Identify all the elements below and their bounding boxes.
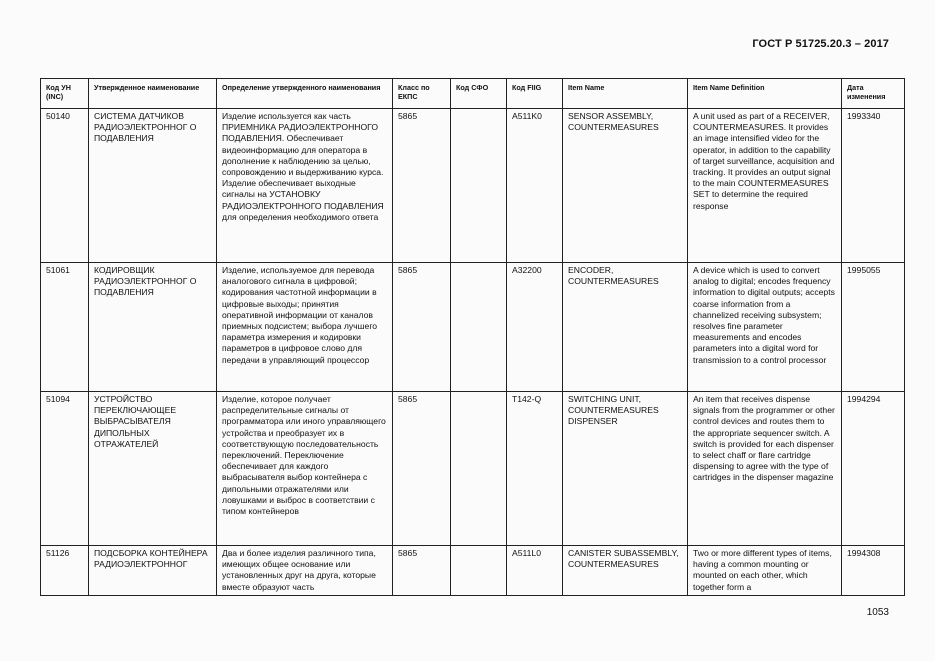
item-name-table (40, 78, 905, 596)
cell-item-name: ENCODER, COUNTERMEASURES (563, 263, 688, 392)
cell-class: 5865 (393, 263, 451, 392)
cell-date: 1995055 (842, 263, 905, 392)
cell-item-name: SWITCHING UNIT, COUNTERMEASURES DISPENSER (563, 392, 688, 546)
col-header-approved-name: Утвержденное наименование (89, 79, 217, 109)
cell-fiig: A511K0 (507, 109, 563, 263)
cell-date: 1994294 (842, 392, 905, 546)
col-header-sfo: Код СФО (451, 79, 507, 109)
cell-inc: 51061 (41, 263, 89, 392)
cell-fiig: T142-Q (507, 392, 563, 546)
cell-definition: Два и более изделия различного типа, имеющих общее основание или установленных друг на друга, которые вместе образуют часть (217, 546, 393, 596)
cell-item-name: CANISTER SUBASSEMBLY, COUNTERMEASURES (563, 546, 688, 596)
cell-definition: Изделие, используемое для перевода аналогового сигнала в цифровой; кодирования частотной информации в цифровые выходы; принятия оперативной информации от каналов приемных подсистем; выбора лучшего параметра измерения и кодировки параметров в цифровое слово для передачи в управляющий процессор (217, 263, 393, 392)
cell-date: 1994308 (842, 546, 905, 596)
cell-item-definition: Two or more different types of items, having a common mounting or mounted on each other, which together form a (688, 546, 842, 596)
col-header-definition: Определение утвержденного наименования (217, 79, 393, 109)
table-row (41, 263, 905, 392)
table-row (41, 546, 905, 596)
cell-sfo (451, 263, 507, 392)
col-header-fiig: Код FIIG (507, 79, 563, 109)
cell-inc: 51094 (41, 392, 89, 546)
col-header-class: Класс по ЕКПС (393, 79, 451, 109)
cell-approved-name: СИСТЕМА ДАТЧИКОВ РАДИОЭЛЕКТРОННОГ О ПОДАВЛЕНИЯ (89, 109, 217, 263)
table-row (41, 392, 905, 546)
cell-item-definition: An item that receives dispense signals from the programmer or other control devices and routes them to the appropriate sequencer switch. A switch is provided for each dispenser to select chaff or flare cartridge dispensing to agree with the type of cartridges in the dispenser magazine (688, 392, 842, 546)
col-header-item-name: Item Name (563, 79, 688, 109)
table-row (41, 109, 905, 263)
cell-class: 5865 (393, 109, 451, 263)
col-header-item-definition: Item Name Definition (688, 79, 842, 109)
cell-fiig: A511L0 (507, 546, 563, 596)
cell-inc: 50140 (41, 109, 89, 263)
cell-definition: Изделие, которое получает распределительные сигналы от программатора или иного управляющего устройства и преобразует их в соответствующую последовательность переключений. Переключение обеспечивает для каждого выбрасывателя выбор контейнера с дипольными отражателями или ловушками и выброс в соответствии с типом контейнеров (217, 392, 393, 546)
cell-sfo (451, 546, 507, 596)
cell-date: 1993340 (842, 109, 905, 263)
cell-approved-name: УСТРОЙСТВО ПЕРЕКЛЮЧАЮЩЕЕ ВЫБРАСЫВАТЕЛЯ ДИПОЛЬНЫХ ОТРАЖАТЕЛЕЙ (89, 392, 217, 546)
cell-class: 5865 (393, 546, 451, 596)
standard-designation: ГОСТ Р 51725.20.3 – 2017 (752, 38, 889, 50)
cell-item-definition: A device which is used to convert analog to digital; encodes frequency information to digital outputs; accepts coarse information from a channelized receiving subsystem; resolves fine parameter measurements and encodes parameters into a digital word for transmission to a control processor (688, 263, 842, 392)
cell-inc: 51126 (41, 546, 89, 596)
col-header-inc: Код УН (INC) (41, 79, 89, 109)
cell-sfo (451, 109, 507, 263)
cell-sfo (451, 392, 507, 546)
cell-class: 5865 (393, 392, 451, 546)
cell-definition: Изделие используется как часть ПРИЕМНИКА РАДИОЭЛЕКТРОННОГО ПОДАВЛЕНИЯ. Обеспечивает видеоинформацию для оператора в дополнение к наблюдению за целью, сопровождению и выдерживанию курса. Изделие обеспечивает выходные сигналы на УСТАНОВКУ РАДИОЭЛЕКТРОННОГО ПОДАВЛЕНИЯ для определения необходимого ответа (217, 109, 393, 263)
page-number: 1053 (866, 607, 889, 618)
cell-approved-name: КОДИРОВЩИК РАДИОЭЛЕКТРОННОГ О ПОДАВЛЕНИЯ (89, 263, 217, 392)
col-header-date: Дата изменения (842, 79, 905, 109)
cell-item-definition: A unit used as part of a RECEIVER, COUNTERMEASURES. It provides an image intensified video for the operator, in addition to the capability of target surveillance, acquisition and tracking. It provides an output signal to the main COUNTERMEASURES SET to determine the required response (688, 109, 842, 263)
cell-item-name: SENSOR ASSEMBLY, COUNTERMEASURES (563, 109, 688, 263)
cell-approved-name: ПОДСБОРКА КОНТЕЙНЕРА РАДИОЭЛЕКТРОННОГ (89, 546, 217, 596)
cell-fiig: A32200 (507, 263, 563, 392)
table-header-row (41, 79, 905, 109)
